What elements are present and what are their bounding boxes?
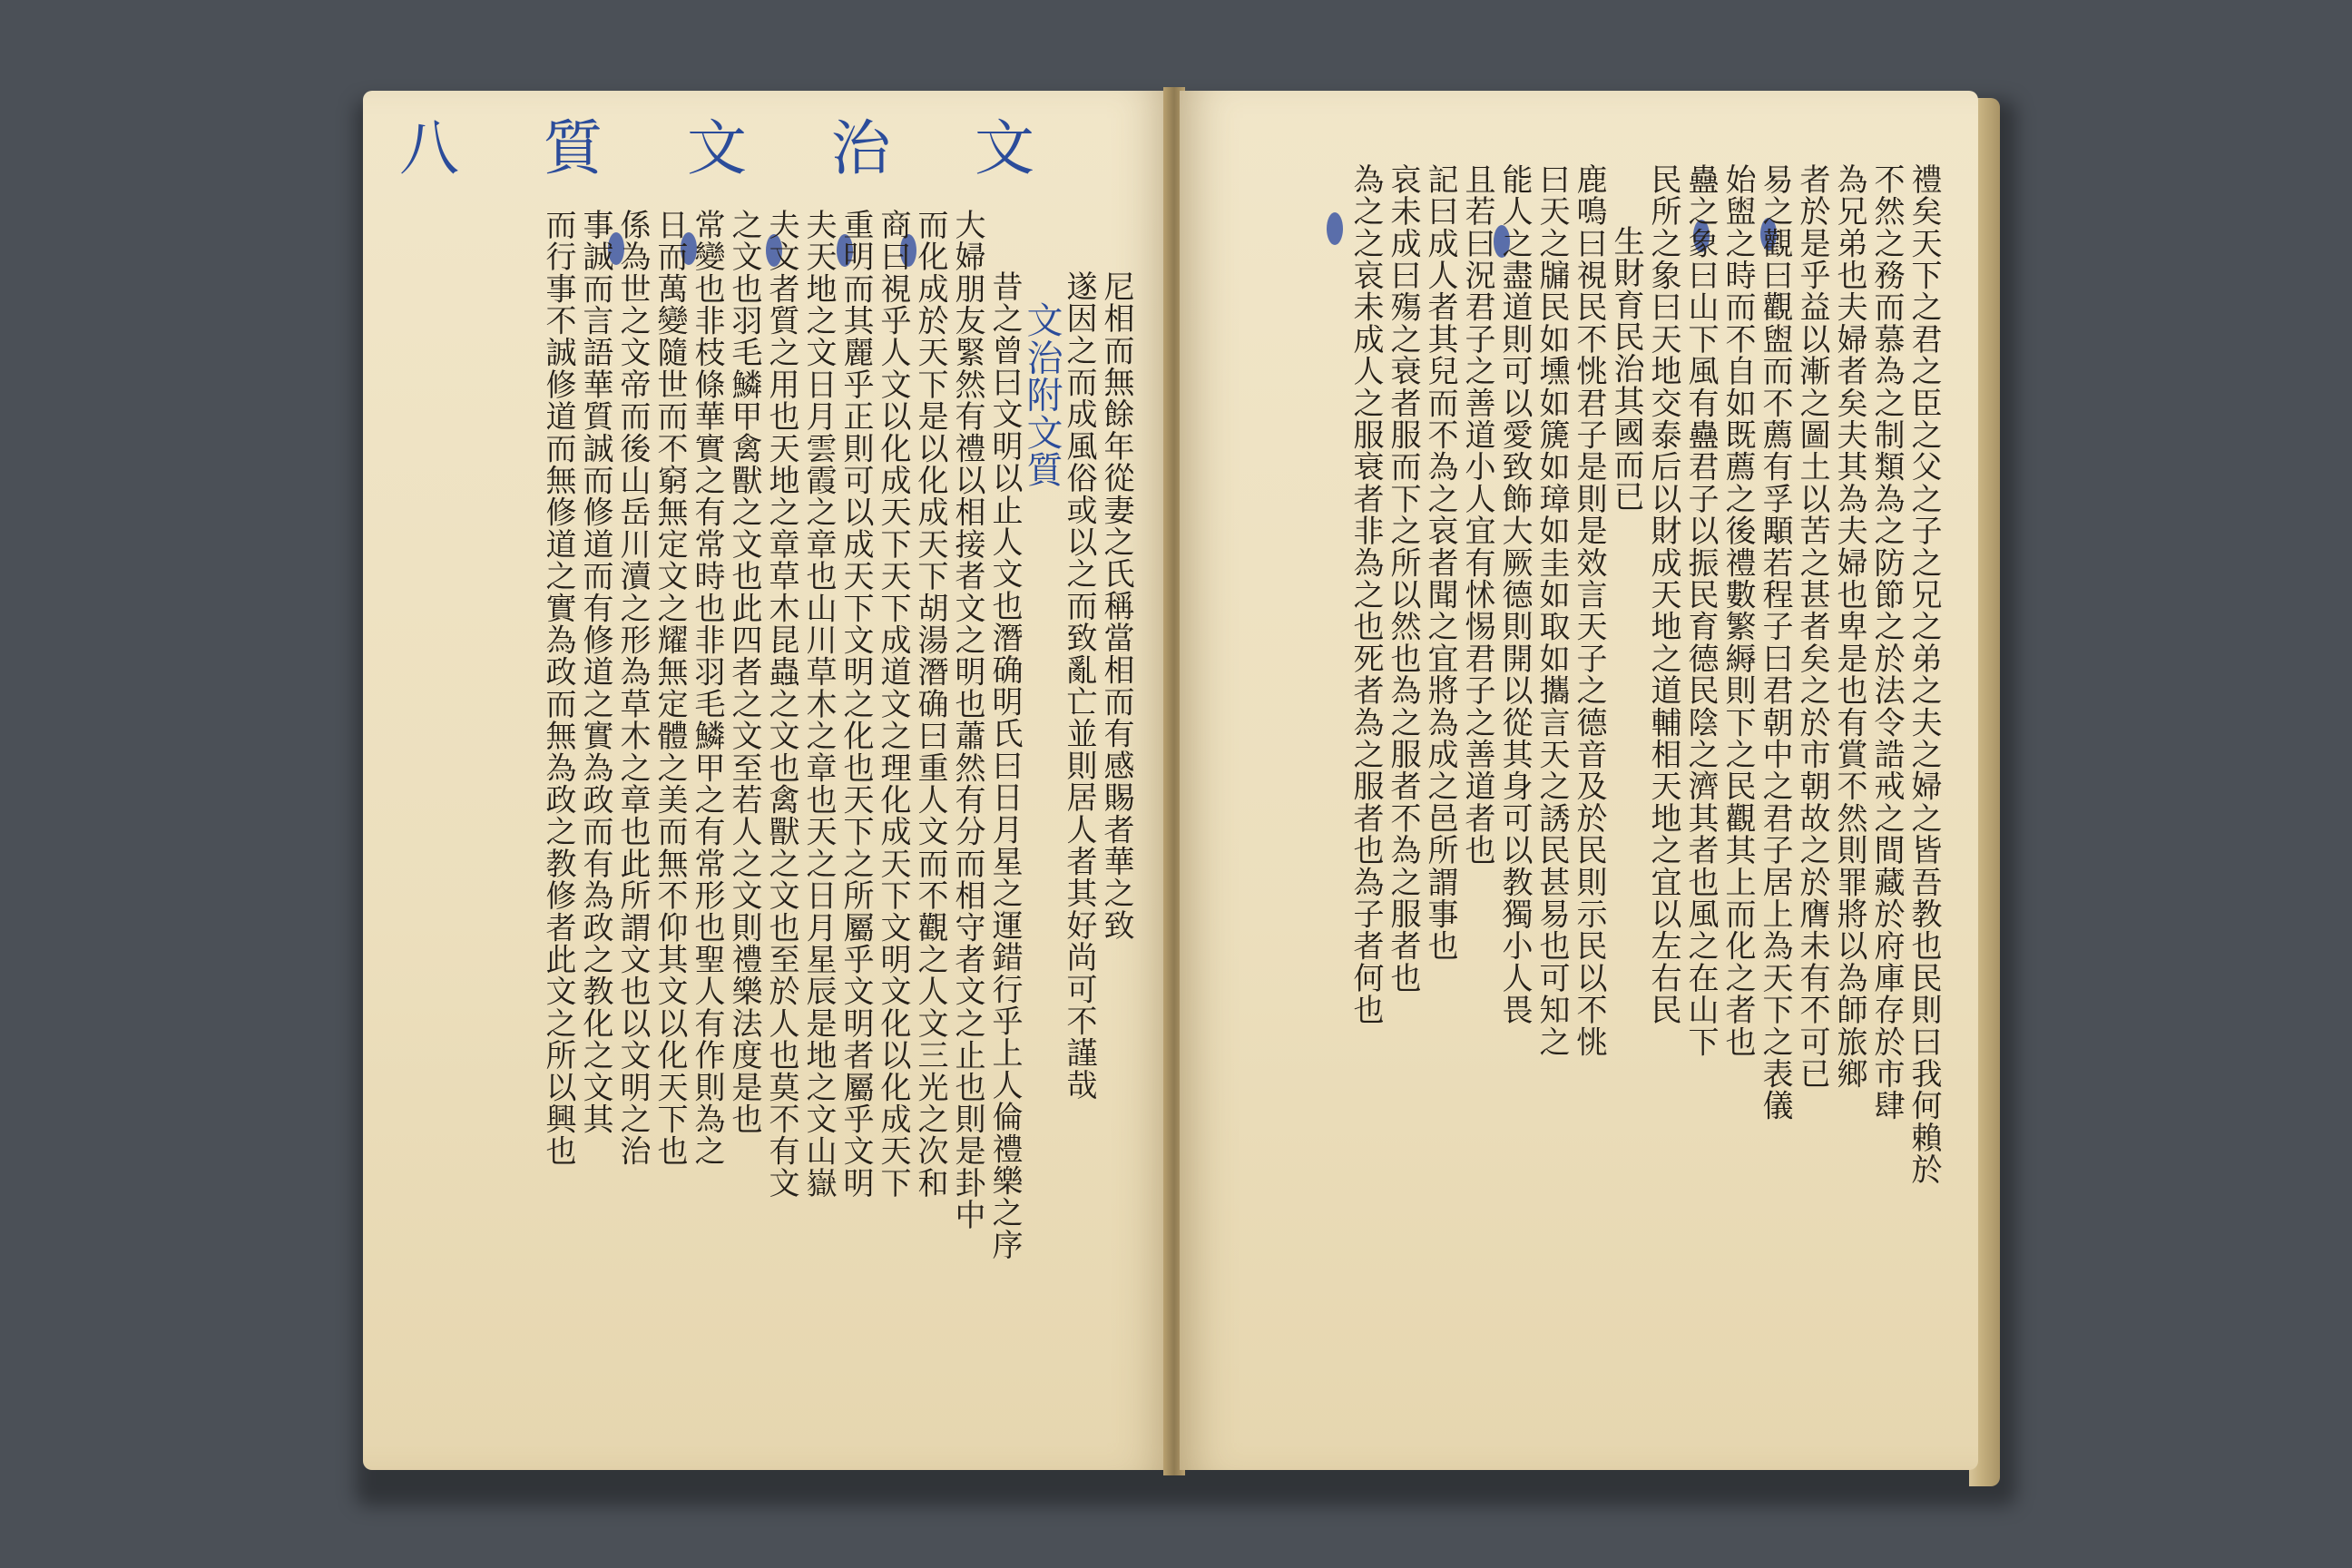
page-header	[381, 102, 1034, 183]
right-page-text	[1216, 163, 1942, 1416]
text-column: 曰天之牖民如壎如篪如璋如圭如取如攜言天之誘民甚易也可知之	[1534, 163, 1570, 1058]
text-column: 遂因之而成風俗或以之而致亂亡並則居人者其好尚可不謹哉	[1061, 270, 1097, 1102]
text-column: 者於是乎益以漸之圖土以苦之甚者矣之於市朝故之於膺未有不可已	[1794, 163, 1830, 1090]
header-title-char: 質	[543, 113, 603, 183]
text-column: 蠱之象曰山下風有蠱君子以振民育德民陰之濟其者也風之在山下	[1682, 163, 1719, 1058]
text-column: 而行事不誠修道而無修道之實為政而無為政之教修者此文之所以興也	[540, 209, 576, 1167]
left-page	[363, 91, 1171, 1470]
text-column: 之文也羽毛鱗甲禽獸之文也此四者之文至若人之文則禮樂法度是也	[726, 209, 762, 1135]
text-column: 重明而其麗乎正則可以成天下文明之化也天下之所屬乎文明者屬乎文明	[838, 209, 874, 1200]
left-page-text	[399, 209, 1134, 1416]
text-column: 生財育民治其國而已	[1608, 225, 1644, 513]
text-column: 能人之盡道則可以愛致飾大厥德則開以從其身可以教獨小人畏	[1496, 163, 1533, 1026]
text-column: 商曰視乎人文以化成天下天下成道文之理化成天下文明文化以化成天下	[875, 209, 911, 1200]
text-column: 事誠而言語華質誠而修道而有修道之實為政而有為政之教化之文其	[577, 209, 613, 1135]
text-column: 日而萬變隨世而不窮無定文之耀無定體之美而無不仰其文以化天下也	[652, 209, 688, 1167]
text-column: 且若曰況君子之善道小人宜有怵惕君子之善道者也	[1459, 163, 1495, 867]
text-column: 尼相而無餘年從妻之氏稱當相而有感賜者華之致	[1098, 270, 1134, 942]
text-column: 民所之象曰天地交泰后以財成天地之道輔相天地之宜以左右民	[1645, 163, 1681, 1026]
text-column: 為兄弟也夫婦者矣夫其為夫婦也卑是也有賞不然則罪將以為師旅鄉	[1831, 163, 1867, 1090]
text-column: 昔之曾曰文明以止人文也潛确明氏曰日月星之運錯行乎上人倫禮樂之序	[986, 270, 1023, 1261]
text-column: 係為世之文帝而後山岳川瀆之形為草木之章也此所謂文也以文明之治	[614, 209, 651, 1167]
header-title-char: 文	[975, 113, 1034, 183]
text-column: 大婦朋友緊然有禮以相接者文之明也蕭然有分而相守者文之止也則是卦中	[949, 209, 985, 1231]
right-page	[1180, 91, 1978, 1470]
text-column: 哀未成曰殤之衰者服而下之所以然也為之服者不為之服者也	[1385, 163, 1421, 995]
section-heading: 文治附文質	[1021, 301, 1063, 488]
text-column: 而化成於天下是以化成天下胡湯潛确曰重人文而不觀之人文三光之次和	[912, 209, 948, 1200]
header-title-char: 文	[687, 113, 747, 183]
header-title-char: 治	[830, 113, 891, 183]
text-column: 夫天地之文日月雲霞之章也山川草木之章也天之日月星辰是地之文山嶽	[800, 209, 837, 1200]
text-column: 易之觀曰觀盥而不薦有孚顒若程子曰君朝中之君子居上為天下之表儀	[1757, 163, 1793, 1122]
text-column: 常變也非枝條華實之有常時也非羽毛鱗甲之有常形也聖人有作則為之	[689, 209, 725, 1167]
text-column: 鹿鳴曰視民不恌君子是則是效言天子之德音及於民則示民以不恌	[1571, 163, 1607, 1058]
text-column: 記曰成人者其兒而不為之哀者聞之宜將為成之邑所謂事也	[1422, 163, 1458, 962]
text-column: 為之之哀未成人之服衰者非為之也死者為之服者也為子者何也	[1348, 163, 1384, 1026]
text-column: 始盥之時而不自如既薦之後禮數繁縟則下之民觀其上而化之者也	[1720, 163, 1756, 1058]
text-column: 夫文者質之用也天地之章草木昆蟲之文也禽獸之文也至於人也莫不有文	[763, 209, 799, 1200]
text-column: 禮矣天下之君之臣之父之子之兄之弟之夫之婦之皆吾教也民則曰我何賴於	[1906, 163, 1942, 1186]
text-column: 不然之務而慕為之制類為之防節之於法令誥戒之間藏於府庫存於市肆	[1868, 163, 1905, 1122]
page-number: 八	[399, 113, 459, 183]
